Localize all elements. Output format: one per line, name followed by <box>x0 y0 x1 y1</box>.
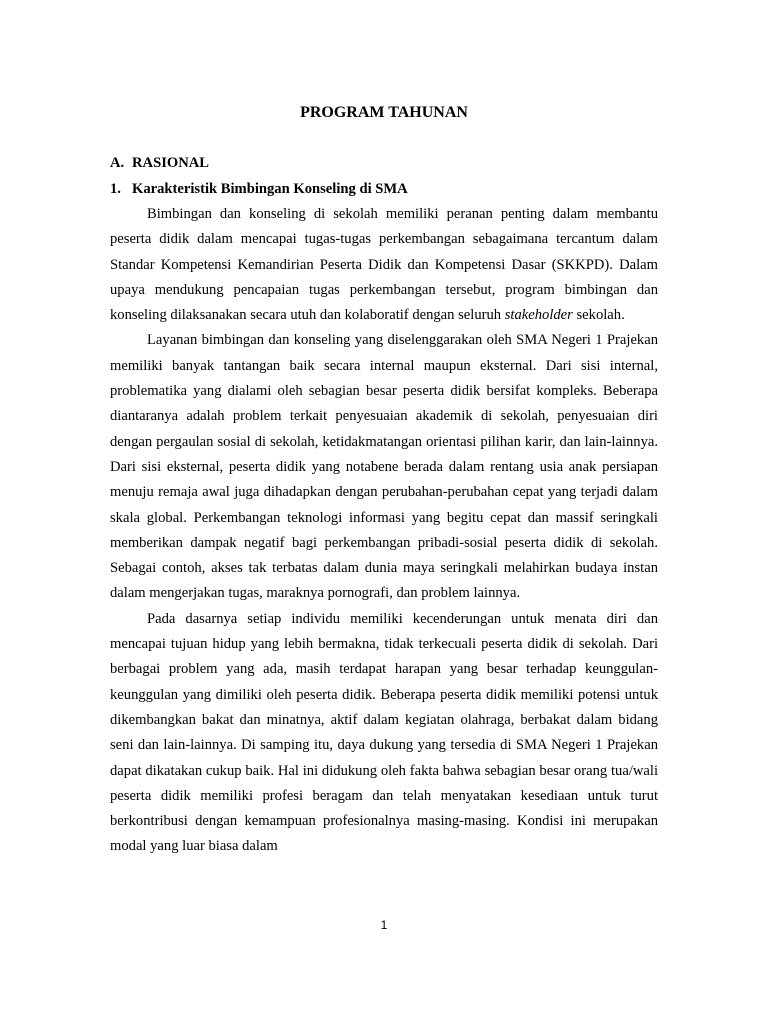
document-title: PROGRAM TAHUNAN <box>300 104 468 121</box>
paragraph-italic-term: stakeholder <box>504 307 573 324</box>
section-heading <box>110 154 209 172</box>
section-number: A. <box>110 155 125 171</box>
section-label: RASIONAL <box>132 155 210 171</box>
paragraph-text: sekolah. <box>576 307 625 324</box>
paragraph: Pada dasarnya setiap individu memiliki kecenderungan untuk menata diri dan mencapai tujuan hidup yang lebih bermakna, tidak terkecuali peserta didik di sekolah. Dari berbagai problem yang ada, masih terdapat harapan yang besar terhadap keunggulan-keunggulan yang dimiliki oleh peserta didik. Beberapa peserta didik memiliki potensi untuk dikembangkan bakat dan minatnya, aktif dalam kegiatan olahraga, berbakat dalam bidang seni dan lain-lainnya. Di samping itu, daya dukung yang tersedia di SMA Negeri 1 Prajekan dapat dikatakan cukup baik. Hal ini didukung oleh fakta bahwa sebagian besar orang tua/wali peserta didik memiliki profesi beragam dan telah menyatakan kesediaan untuk turut berkontribusi dengan kemampuan profesionalnya masing-masing. Kondisi ini merupakan modal yang luar biasa dalam <box>110 610 658 855</box>
page-number: 1 <box>380 918 388 932</box>
paragraph <box>110 202 658 328</box>
paragraph: Layanan bimbingan dan konseling yang diselenggarakan oleh SMA Negeri 1 Prajekan memiliki banyak tantangan baik secara internal maupun eksternal. Dari sisi internal, problematika yang dialami oleh sebagian besar peserta didik bersifat kompleks. Beberapa diantaranya adalah problem terkait penyesuaian akademik di sekolah, penyesuaian diri dengan pergaulan sosial di sekolah, ketidakmatangan orientasi pilihan karir, dan lain-lainnya. Dari sisi eksternal, peserta didik yang notabene berada dalam rentang usia anak persiapan menuju remaja awal juga dihadapkan dengan perubahan-perubahan cepat yang terjadi dalam skala global. Perkembangan teknologi informasi yang begitu cepat dan massif seringkali memberikan dampak negatif bagi perkembangan pribadi-sosial peserta didik di sekolah. Sebagai contoh, akses tak terbatas dalam dunia maya seringkali melahirkan budaya instan dalam mengerjakan tugas, maraknya pornografi, dan problem lainnya. <box>110 332 658 602</box>
subsection-heading <box>110 180 408 198</box>
subsection-label: Karakteristik Bimbingan Konseling di SMA <box>132 181 408 197</box>
paragraph-text: Bimbingan dan konseling di sekolah memiliki peranan penting dalam membantu peserta didik dalam mencapai tugas-tugas perkembangan sebagaimana tercantum dalam Standar Kompetensi Kemandirian Peserta Didik dan Kompetensi Dasar (SKKPD). Dalam upaya mendukung pencapaian tugas perkembangan tersebut, program bimbingan dan konseling dilaksanakan secara utuh dan kolaboratif dengan seluruh <box>110 206 658 324</box>
body-text <box>110 202 658 860</box>
subsection-number: 1. <box>110 181 121 197</box>
